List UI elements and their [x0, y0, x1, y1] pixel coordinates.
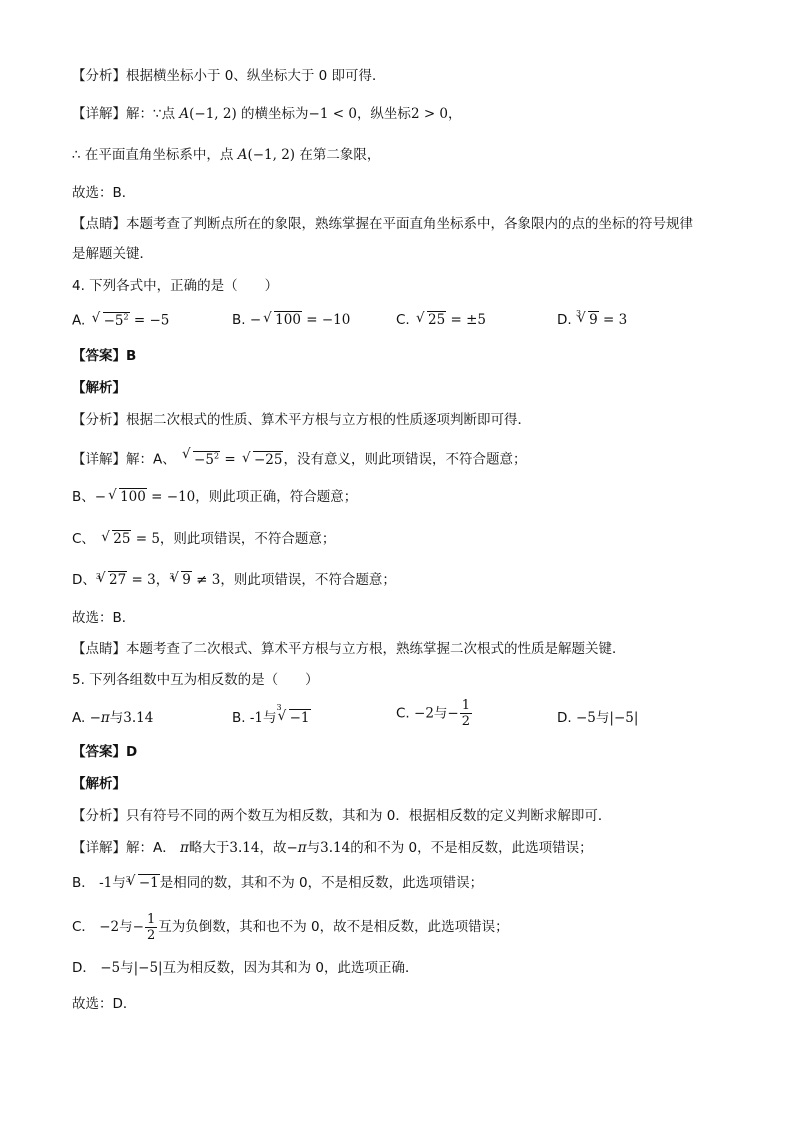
- q5-option-c-yu: 与: [433, 705, 448, 722]
- q4-option-b-sqrt: [263, 312, 302, 328]
- q5-detail-b: [72, 873, 483, 893]
- q4-detail-c: [72, 529, 335, 549]
- q5-d-yu: 与: [120, 960, 134, 976]
- q4-c-rad: 25: [113, 531, 131, 547]
- q5-detail-num: 3.14: [229, 840, 260, 856]
- q4-option-c: [396, 312, 486, 328]
- q5-jiexi: 【解析】: [72, 776, 126, 792]
- q4-b-rad: 100: [120, 489, 146, 505]
- q5-option-a-label: A.: [72, 710, 86, 726]
- q4-c-end: ，则此项错误，不符合题意；: [159, 531, 336, 547]
- q3-comment-1: 【点睛】本题考查了判断点所在的象限，熟练掌握在平面直角坐标系中，各象限内的点的坐标的符号规律: [72, 216, 693, 232]
- q4-option-b-rhs: = −10: [306, 312, 351, 328]
- q3-pos-ineq: 2 > 0: [410, 106, 449, 122]
- q5-option-b-yu: 与: [263, 710, 277, 726]
- q3-detail-mid: 的横坐标为: [241, 106, 309, 122]
- q4-detail-sqrt-2: [242, 450, 284, 470]
- q5-c-label: C．: [72, 919, 95, 935]
- q4-option-d-rad: 9: [589, 312, 598, 328]
- q5-analysis: 【分析】只有符号不同的两个数互为相反数，其和为 0．根据相反数的定义判断求解即可．: [72, 808, 612, 824]
- q3-point-2: A: [237, 147, 248, 163]
- q4-analysis: 【分析】根据二次根式的性质、算术平方根与立方根的性质逐项判断即可得．: [72, 412, 531, 428]
- q4-detail-exp: 2: [213, 451, 220, 460]
- q5-c-text: 互为负倒数，其和也不为 0，故不是相反数，此选项错误；: [158, 919, 509, 935]
- q5-b-yu: 与: [112, 875, 126, 891]
- q4-option-c-rad: 25: [428, 312, 446, 328]
- q4-d-rhs-2: ≠ 3: [196, 572, 221, 588]
- q5-c-fraction: [145, 912, 157, 943]
- q5-option-c-den: 2: [461, 714, 471, 729]
- q5-option-b-sqrt: [278, 710, 311, 726]
- q5-detail-negpi: −π: [286, 840, 307, 856]
- q3-detail: [72, 104, 462, 124]
- q5-detail-a1: 【详解】解：A．: [72, 840, 176, 856]
- q4-detail-eq: =: [224, 451, 236, 468]
- q4-choice: 故选：B．: [72, 610, 136, 626]
- q3-conclusion-end: 在第二象限，: [299, 147, 381, 163]
- q5-option-c-fraction: [460, 698, 472, 729]
- q3-point: A: [179, 106, 190, 122]
- q3-neg-ineq: −1 < 0: [308, 106, 357, 122]
- q5-option-d: [557, 706, 638, 726]
- q4-option-c-sqrt: [416, 312, 446, 328]
- q4-comment: 【点睛】本题考查了二次根式、算术平方根与立方根，熟练掌握二次根式的性质是解题关键．: [72, 641, 626, 657]
- q5-option-c-num: 1: [461, 698, 471, 713]
- q5-option-a-yu: 与: [109, 710, 124, 726]
- q4-option-a: [72, 312, 169, 329]
- q5-option-b-index: 3: [276, 703, 282, 712]
- q5-option-c-minus: −: [447, 705, 459, 722]
- q4-b-end: ，则此项正确，符合题意；: [195, 489, 358, 505]
- q4-c-prefix: C、: [72, 531, 95, 547]
- q4-d-index-1: 3: [95, 572, 101, 581]
- q5-b-neg1: -1: [99, 875, 113, 891]
- q5-detail-a5: 的和不为 0，不是相反数，此选项错误；: [350, 840, 593, 856]
- q4-option-d-sqrt: [577, 312, 599, 328]
- q4-b-prefix: B、: [72, 489, 95, 505]
- q5-option-c-label: C.: [396, 705, 410, 722]
- q4-option-a-label: A.: [72, 312, 86, 329]
- q3-coords-2: (−1, 2): [247, 147, 296, 163]
- q4-detail-d: [72, 570, 396, 590]
- q5-b-rad: −1: [138, 875, 159, 891]
- q4-c-sqrt: [101, 529, 131, 549]
- q5-detail-c: [72, 910, 509, 944]
- q5-d-neg5: −5: [100, 960, 121, 976]
- q4-option-d-label: D.: [557, 312, 572, 328]
- q4-d-sqrt-1: [97, 570, 127, 590]
- q5-option-b-label: B.: [232, 710, 246, 726]
- q5-option-a: [72, 706, 153, 726]
- q5-option-c-neg2: −2: [414, 705, 434, 722]
- q4-option-a-base: −5: [103, 312, 124, 329]
- q4-option-d-rhs: = 3: [602, 312, 628, 328]
- q4-detail-a: [72, 446, 526, 470]
- q4-d-sqrt-2: [170, 570, 192, 590]
- q5-d-abs: |−5|: [133, 960, 163, 976]
- q4-d-rad-2: 9: [182, 572, 191, 588]
- q5-option-a-num: 3.14: [123, 710, 154, 726]
- q5-d-label: D．: [72, 960, 96, 976]
- q4-detail-b: [72, 487, 357, 507]
- q4-stem: 4. 下列各式中，正确的是（ ）: [72, 278, 279, 294]
- q4-option-a-sqrt: [92, 312, 130, 329]
- q3-conclusion-prefix: ∴ 在平面直角坐标系中，点: [72, 147, 234, 163]
- q4-c-rhs: = 5: [135, 531, 160, 547]
- q4-answer: 【答案】B: [72, 348, 137, 364]
- q4-d-rhs-1: = 3: [131, 572, 156, 588]
- q3-analysis: 【分析】根据横坐标小于 0、纵坐标大于 0 即可得．: [72, 68, 386, 84]
- q5-b-sqrt: [127, 873, 160, 893]
- q5-c-yu: 与: [119, 919, 133, 935]
- q3-choice: 故选：B．: [72, 185, 136, 201]
- q5-option-d-yu: 与: [595, 710, 610, 726]
- q5-option-d-neg5: −5: [575, 710, 596, 726]
- q5-c-minus: −: [132, 919, 144, 935]
- q5-option-c: [396, 698, 473, 729]
- q5-choice: 故选：D．: [72, 996, 137, 1012]
- q5-option-d-label: D.: [557, 710, 572, 726]
- q5-option-b-rad: −1: [289, 710, 310, 726]
- q5-detail-num-2: 3.14: [320, 840, 351, 856]
- q4-d-prefix: D、: [72, 572, 96, 588]
- q4-jiexi: 【解析】: [72, 380, 126, 396]
- q5-c-neg2: −2: [99, 919, 120, 935]
- q3-detail-end: ，: [448, 106, 462, 122]
- q3-detail-mid2: ，纵坐标: [356, 106, 411, 122]
- q4-d-index-2: 3: [169, 572, 175, 581]
- q4-option-b-rad: 100: [275, 312, 301, 328]
- q5-b-index: 3: [125, 875, 131, 884]
- q4-option-c-label: C.: [396, 312, 410, 328]
- q4-option-b-pre: −: [249, 312, 262, 328]
- q3-comment-2: 是解题关键．: [72, 246, 153, 262]
- q5-detail-a: [72, 838, 593, 858]
- q3-coords: (−1, 2): [189, 106, 237, 122]
- q4-detail-prefix: 【详解】解：A、: [72, 451, 176, 468]
- q3-detail-prefix: 【详解】解：∵点: [72, 106, 176, 122]
- q5-answer: 【答案】D: [72, 744, 138, 760]
- q4-d-rad-1: 27: [109, 572, 127, 588]
- q4-option-b: [232, 312, 350, 328]
- q5-c-den: 2: [146, 927, 156, 943]
- q4-option-d-index: 3: [575, 309, 582, 318]
- q4-detail-sqrt-1: [182, 446, 220, 470]
- q4-b-pre: −: [94, 489, 107, 505]
- q5-detail-pi: π: [180, 840, 189, 856]
- q5-option-b: [232, 703, 311, 726]
- q4-option-d: [557, 309, 628, 328]
- q5-option-b-neg1: -1: [249, 710, 264, 726]
- q4-detail-end: ，没有意义，则此项错误，不符合题意；: [283, 451, 527, 468]
- q5-option-a-negpi: −π: [89, 710, 110, 726]
- q5-stem: 5. 下列各组数中互为相反数的是（ ）: [72, 672, 319, 688]
- q4-detail-base: −5: [194, 451, 214, 468]
- q5-c-num: 1: [146, 911, 156, 927]
- q4-d-end: ，则此项错误，不符合题意；: [220, 572, 396, 588]
- q4-b-sqrt: [108, 487, 147, 507]
- q4-b-rhs: = −10: [151, 489, 196, 505]
- q5-detail-a4: 与: [306, 840, 321, 856]
- q4-option-b-label: B.: [232, 312, 246, 328]
- q5-b-label: B．: [72, 875, 95, 891]
- q4-option-a-rhs: = −5: [133, 312, 170, 329]
- q5-option-d-abs: |−5|: [609, 710, 639, 726]
- q5-b-text: 是相同的数，其和不为 0，不是相反数，此选项错误；: [159, 875, 484, 891]
- q5-detail-a2: 略大于: [188, 840, 230, 856]
- q4-detail-rad2: −25: [253, 451, 283, 468]
- q3-conclusion: [72, 145, 380, 165]
- q4-d-sep: ，: [155, 572, 170, 588]
- q5-detail-d: [72, 958, 419, 978]
- q4-option-c-rhs: = ±5: [450, 312, 487, 328]
- q5-d-text: 互为相反数，因为其和为 0，此选项正确．: [162, 960, 419, 976]
- q5-detail-a3: ，故: [259, 840, 287, 856]
- q4-option-a-exp: 2: [123, 312, 129, 321]
